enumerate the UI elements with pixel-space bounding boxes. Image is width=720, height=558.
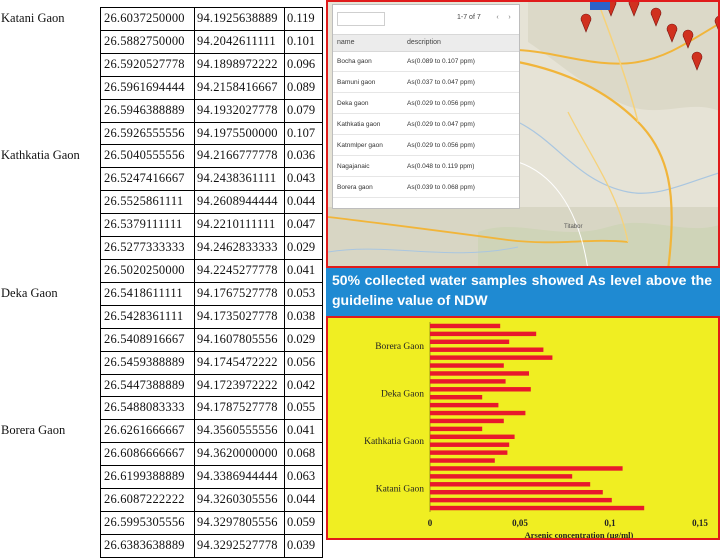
table-row [0,259,323,282]
table-row [0,168,323,191]
table-row [0,351,323,374]
bar [430,458,495,462]
finding-caption [326,268,720,316]
longitude-cell: 94.2438361111 [195,168,285,191]
longitude-cell: 94.3297805556 [195,511,285,534]
longitude-cell: 94.1975500000 [195,122,285,145]
table-row [0,237,323,260]
longitude-cell: 94.3620000000 [195,443,285,466]
next-page-icon[interactable]: › [508,14,511,21]
arsenic-cell: 0.107 [285,122,323,145]
table-row [0,30,323,53]
table-row [0,397,323,420]
arsenic-cell: 0.029 [285,328,323,351]
bar [430,450,507,454]
map-data-pane [332,4,520,209]
table-row [0,145,323,168]
latitude-cell: 26.6086666667 [101,443,195,466]
map-table-header [333,34,519,52]
latitude-cell: 26.5525861111 [101,191,195,214]
arsenic-cell: 0.043 [285,168,323,191]
latitude-cell: 26.6199388889 [101,466,195,489]
bar [430,411,525,415]
bar [430,442,509,446]
village-cell [0,534,101,557]
longitude-cell: 94.1767527778 [195,282,285,305]
map-row-name: Kathkatia gaon [337,121,381,128]
longitude-cell: 94.2608944444 [195,191,285,214]
arsenic-cell: 0.068 [285,443,323,466]
longitude-cell: 94.1898972222 [195,53,285,76]
x-tick-label: 0 [427,518,433,528]
longitude-cell: 94.2042611111 [195,30,285,53]
bar [430,427,482,431]
table-row [0,122,323,145]
latitude-cell: 26.5408916667 [101,328,195,351]
caption-text: 50% collected water samples showed As level above the guideline value of NDW [332,272,712,308]
village-cell [0,489,101,512]
map-row-name: Deka gaon [337,100,369,107]
longitude-cell: 94.3560555556 [195,420,285,443]
map-row-name: Bocha gaon [337,58,372,65]
map-row-name: Borera gaon [337,184,373,191]
table-row [0,420,323,443]
latitude-cell: 26.5882750000 [101,30,195,53]
table-row [0,191,323,214]
latitude-cell: 26.5428361111 [101,305,195,328]
village-cell [0,351,101,374]
latitude-cell: 26.6261666667 [101,420,195,443]
category-label: Katani Gaon [375,484,424,495]
village-cell [0,443,101,466]
bar [430,379,506,383]
bar [430,355,552,359]
village-cell [0,374,101,397]
arsenic-cell: 0.059 [285,511,323,534]
bar [430,395,482,399]
arsenic-cell: 0.044 [285,489,323,512]
map-row-description: As(0.089 to 0.107 ppm) [407,58,475,65]
map-table-row[interactable] [333,73,519,93]
map-row-name: Nagajanaic [337,163,370,170]
village-cell [0,328,101,351]
bar [430,324,500,328]
arsenic-cell: 0.053 [285,282,323,305]
village-cell [0,76,101,99]
terrain-area [528,2,720,112]
table-row [0,8,323,31]
arsenic-cell: 0.039 [285,534,323,557]
table-row [0,374,323,397]
latitude-cell: 26.6087222222 [101,489,195,512]
latitude-cell: 26.5488083333 [101,397,195,420]
latitude-cell: 26.5379111111 [101,214,195,237]
map-table-row[interactable] [333,157,519,177]
longitude-cell: 94.2158416667 [195,76,285,99]
village-cell [0,191,101,214]
map-row-description: As(0.048 to 0.119 ppm) [407,163,475,170]
table-row [0,534,323,557]
latitude-cell: 26.5040555556 [101,145,195,168]
table-row [0,466,323,489]
bar [430,371,529,375]
table-row [0,282,323,305]
map-row-name: Katnmlper gaon [337,142,383,149]
village-cell: Katani Gaon [1,11,65,25]
map-row-description: As(0.029 to 0.047 ppm) [407,121,475,128]
terrain-area [478,223,720,268]
x-tick-label: 0,05 [512,518,528,528]
arsenic-cell: 0.041 [285,259,323,282]
latitude-cell: 26.5247416667 [101,168,195,191]
latitude-cell: 26.5926555556 [101,122,195,145]
village-cell: Deka Gaon [1,285,58,300]
map-row-description: As(0.039 to 0.068 ppm) [407,184,475,191]
map-panel [326,0,720,268]
longitude-cell: 94.1925638889 [195,8,285,31]
longitude-cell: 94.2210111111 [195,214,285,237]
arsenic-cell: 0.056 [285,351,323,374]
latitude-cell: 26.5459388889 [101,351,195,374]
bar [430,347,543,351]
prev-page-icon[interactable]: ‹ [496,14,499,21]
longitude-cell: 94.1607805556 [195,328,285,351]
arsenic-cell: 0.096 [285,53,323,76]
longitude-cell: 94.1932027778 [195,99,285,122]
village-cell [0,466,101,489]
arsenic-cell: 0.063 [285,466,323,489]
arsenic-cell: 0.079 [285,99,323,122]
longitude-cell: 94.1787527778 [195,397,285,420]
table-row [0,489,323,512]
latitude-cell: 26.5920527778 [101,53,195,76]
map-table-row[interactable] [333,136,519,156]
latitude-cell: 26.5277333333 [101,237,195,260]
village-cell: Kathkatia Gaon [1,148,80,163]
latitude-cell: 26.5995305556 [101,511,195,534]
category-label: Deka Gaon [381,389,424,400]
category-label: Kathkatia Gaon [364,436,424,447]
latitude-cell: 26.5020250000 [101,259,195,282]
latitude-cell: 26.6383638889 [101,534,195,557]
bar [430,363,504,367]
category-label: Borera Gaon [375,341,424,352]
longitude-cell: 94.1735027778 [195,305,285,328]
map-search-input[interactable] [337,12,385,26]
bar [430,387,531,391]
latitude-cell: 26.5961694444 [101,76,195,99]
table-row [0,328,323,351]
latitude-cell: 26.5946388889 [101,99,195,122]
river-line [518,122,720,193]
map-place-label: Titabor [564,224,583,230]
village-cell [0,53,101,76]
table-row [0,214,323,237]
map-control-icon[interactable] [590,2,610,10]
table-row [0,53,323,76]
arsenic-cell: 0.055 [285,397,323,420]
x-tick-label: 0,15 [692,518,708,528]
village-cell [0,397,101,420]
longitude-cell: 94.1723972222 [195,374,285,397]
table-row [0,511,323,534]
longitude-cell: 94.3292527778 [195,534,285,557]
bar [430,466,623,470]
sample-table-body [0,8,323,558]
table-row [0,443,323,466]
village-cell [0,305,101,328]
arsenic-cell: 0.038 [285,305,323,328]
map-table-row[interactable] [333,178,519,198]
bar [430,482,590,486]
arsenic-cell: 0.029 [285,237,323,260]
bar [430,435,515,439]
sample-data-table [0,7,323,558]
bar [430,498,612,502]
village-cell [0,168,101,191]
village-cell [0,214,101,237]
village-cell: Borera Gaon [1,423,66,438]
map-row-description: As(0.029 to 0.056 ppm) [407,142,475,149]
arsenic-cell: 0.119 [285,8,323,31]
arsenic-cell: 0.101 [285,30,323,53]
arsenic-bar-chart [328,318,720,540]
longitude-cell: 94.2462833333 [195,237,285,260]
name-column-header[interactable]: name [337,39,355,46]
bar [430,506,644,510]
bar [430,332,536,336]
longitude-cell: 94.1745472222 [195,351,285,374]
village-cell [0,30,101,53]
arsenic-cell: 0.044 [285,191,323,214]
village-cell [0,237,101,260]
arsenic-cell: 0.042 [285,374,323,397]
map-table-row[interactable] [333,115,519,135]
bar [430,340,509,344]
table-row [0,76,323,99]
village-cell [0,511,101,534]
longitude-cell: 94.2245277778 [195,259,285,282]
arsenic-cell: 0.036 [285,145,323,168]
map-row-description: As(0.037 to 0.047 ppm) [407,79,475,86]
map-table-row[interactable] [333,94,519,114]
bar [430,419,504,423]
latitude-cell: 26.5418611111 [101,282,195,305]
table-row [0,99,323,122]
map-row-description: As(0.029 to 0.056 ppm) [407,100,475,107]
bar [430,490,603,494]
arsenic-chart-panel [326,316,720,540]
map-table-row[interactable] [333,52,519,72]
village-cell [0,122,101,145]
x-tick-label: 0,1 [604,518,616,528]
map-pager-text: 1-7 of 7 [457,14,481,21]
village-cell [0,259,101,282]
arsenic-cell: 0.041 [285,420,323,443]
description-column-header[interactable]: description [407,39,441,46]
bar [430,403,498,407]
arsenic-cell: 0.089 [285,76,323,99]
table-row [0,305,323,328]
x-axis-title: Arsenic concentration (µg/ml) [524,530,634,540]
arsenic-cell: 0.047 [285,214,323,237]
map-row-name: Bamuni gaon [337,79,376,86]
village-cell [0,99,101,122]
latitude-cell: 26.5447388889 [101,374,195,397]
latitude-cell: 26.6037250000 [101,8,195,31]
longitude-cell: 94.3386944444 [195,466,285,489]
bar [430,474,572,478]
longitude-cell: 94.3260305556 [195,489,285,512]
longitude-cell: 94.2166777778 [195,145,285,168]
